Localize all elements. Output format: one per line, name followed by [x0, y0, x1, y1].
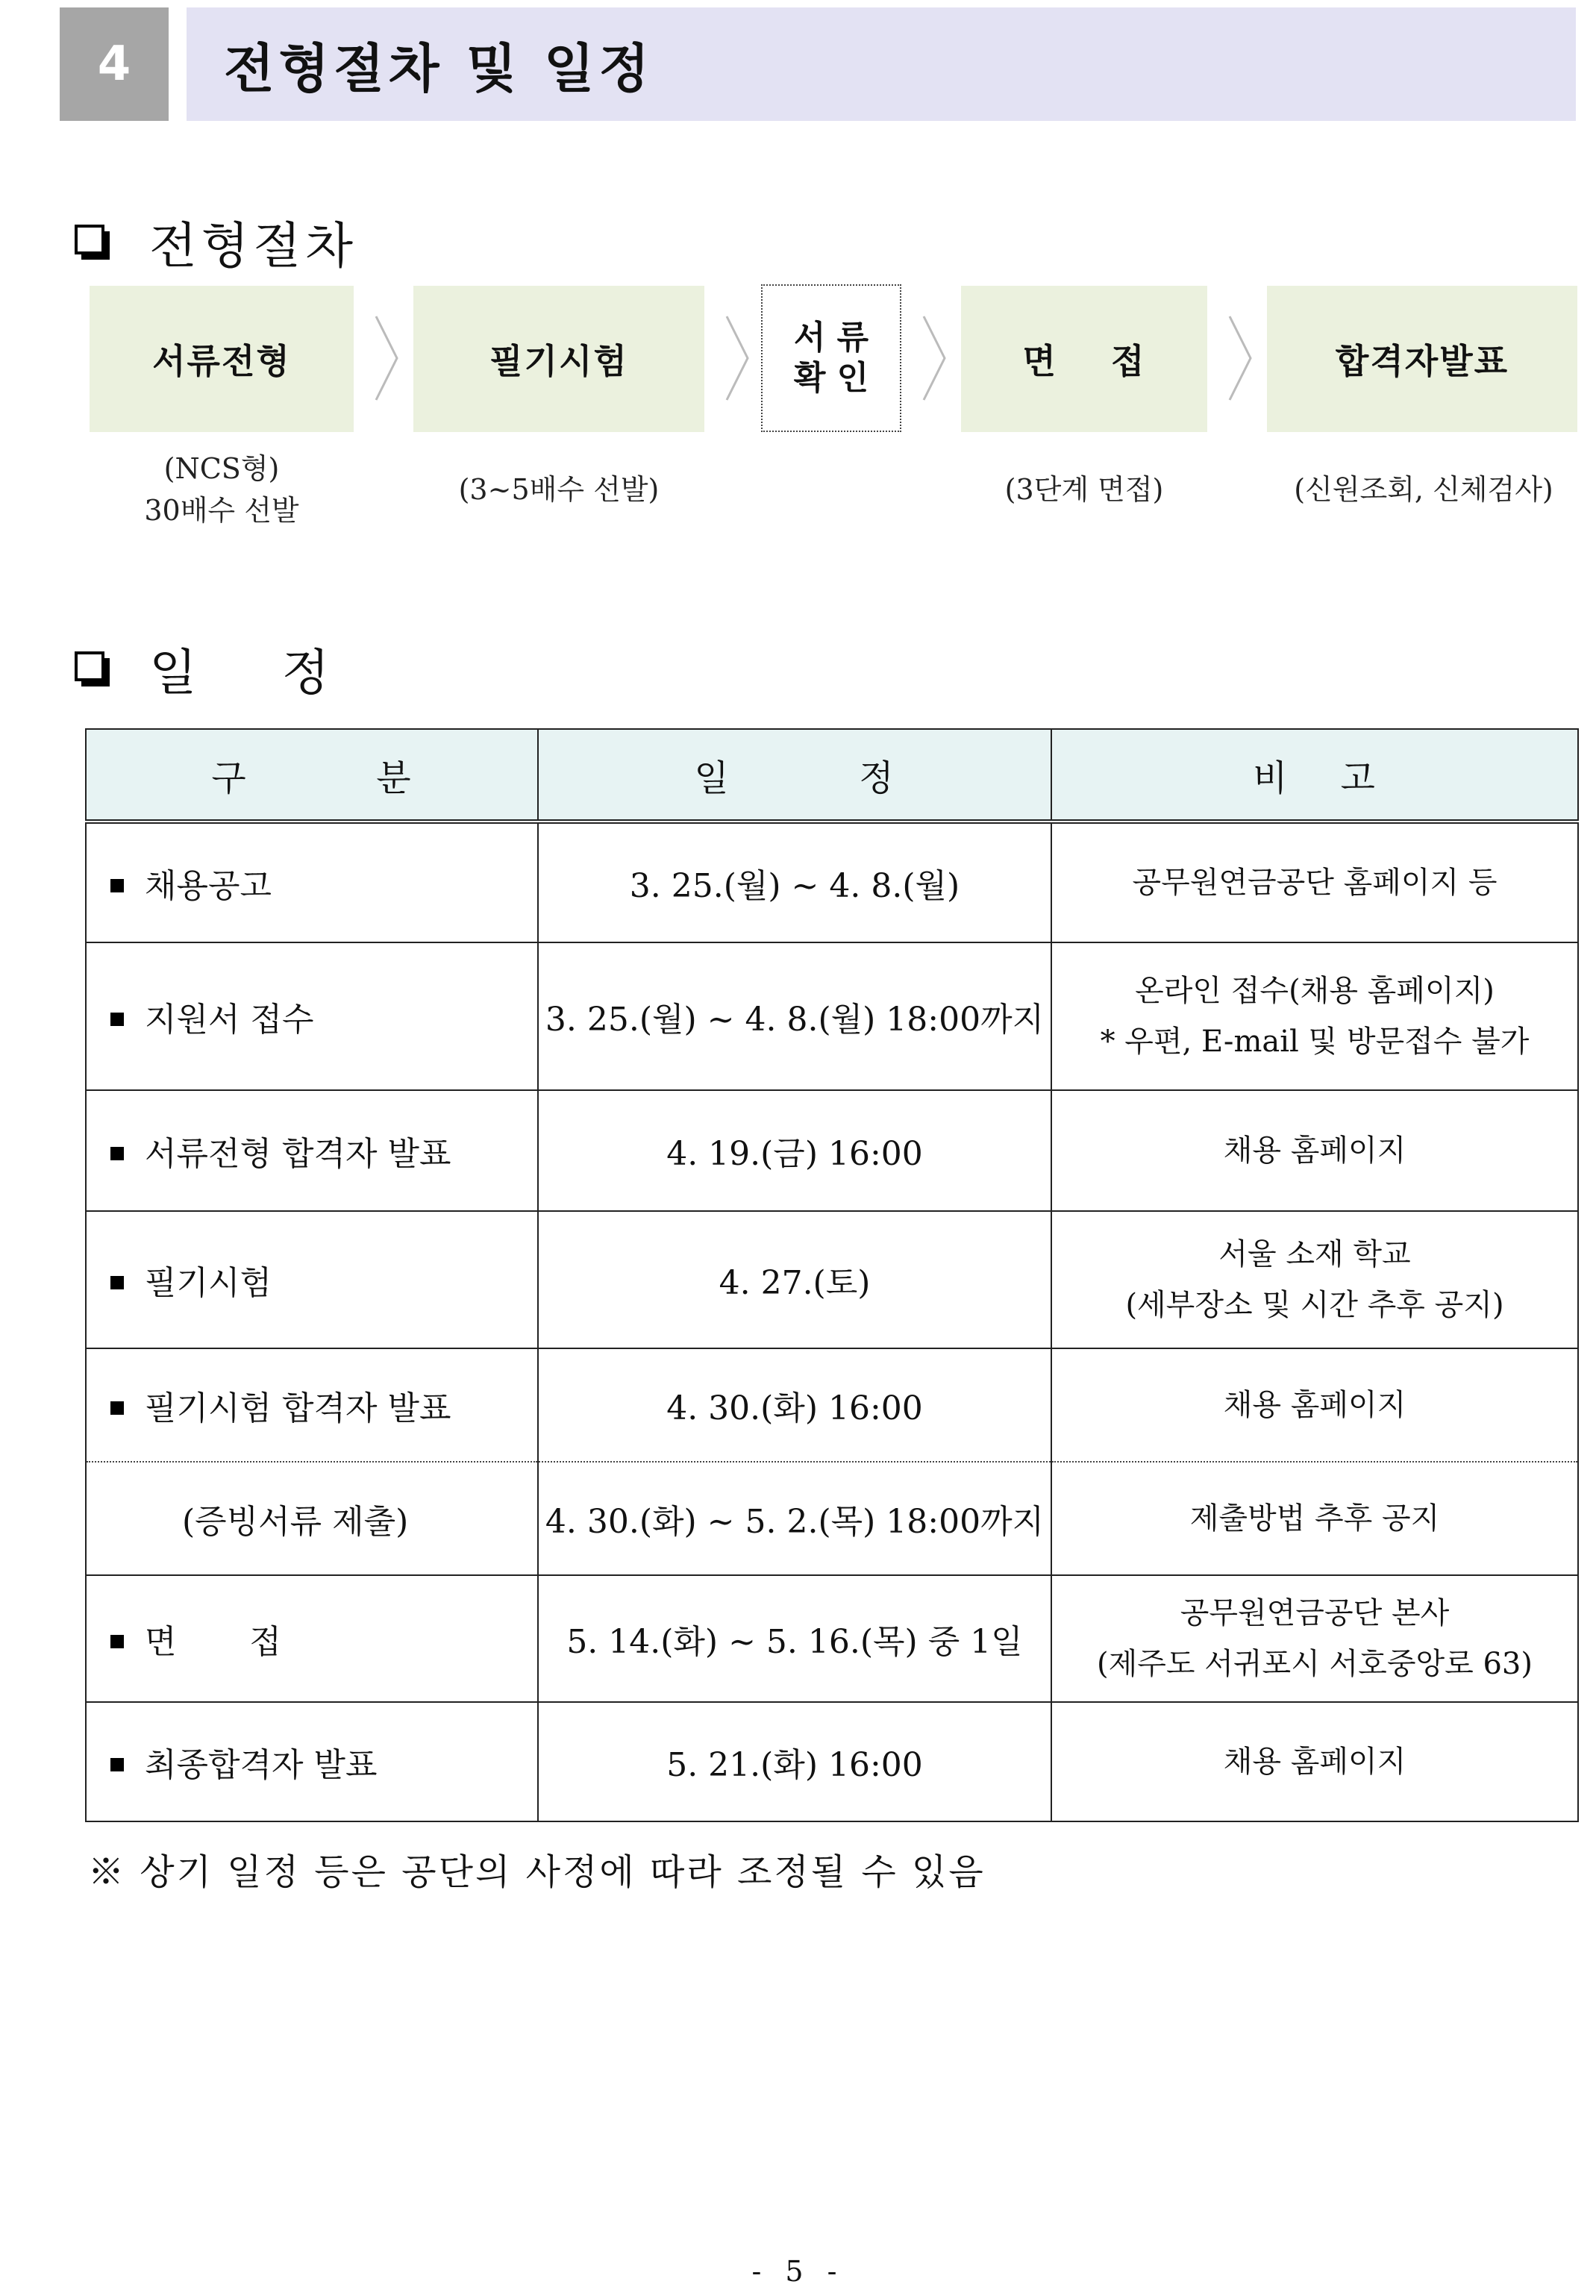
remark-line: (제주도 서귀포시 서호중앙로 63): [1097, 1647, 1533, 1681]
category-cell: [86, 1211, 538, 1348]
table-row: [86, 1462, 1578, 1575]
bullet-square-icon: [110, 1635, 124, 1648]
column-header: 비 고: [1051, 729, 1578, 822]
schedule-cell: 3. 25.(월) ~ 4. 8.(월): [538, 822, 1051, 942]
category-text: 필기시험 합격자 발표: [145, 1389, 451, 1427]
checkbox-square-icon: [75, 651, 109, 686]
section-heading-schedule: [75, 633, 334, 704]
category-text: 최종합격자 발표: [145, 1746, 378, 1784]
section-title: 전형절차: [149, 217, 358, 275]
chevron-right-icon: [1225, 313, 1255, 403]
checkbox-square-icon: [75, 225, 109, 259]
remark-cell: [1051, 822, 1578, 942]
step-document-screening: [90, 286, 354, 432]
category-cell: [86, 1348, 538, 1462]
category-text: (증빙서류 제출): [182, 1503, 409, 1541]
bullet-square-icon: [110, 1401, 124, 1415]
step-note-interview: [961, 469, 1207, 510]
footnote: ※ 상기 일정 등은 공단의 사정에 따라 조정될 수 있음: [88, 1851, 986, 1893]
step-document-verification: [761, 284, 901, 432]
category-text: 채용공고: [145, 867, 272, 905]
schedule-cell: 4. 19.(금) 16:00: [538, 1090, 1051, 1211]
step-note-line: (NCS형): [163, 452, 280, 485]
chevron-right-icon: [919, 313, 949, 403]
remark-line: 공무원연금공단 본사: [1180, 1596, 1450, 1630]
step-note-written-exam: [413, 469, 704, 510]
bullet-square-icon: [110, 879, 124, 892]
page-number: - 5 -: [751, 2255, 845, 2288]
chevron-right-icon: [372, 313, 401, 403]
category-text: 면 접: [145, 1623, 281, 1661]
section-title: 일 정: [149, 644, 334, 701]
section-header-bar: [187, 7, 1576, 121]
step-note-line: 30배수 선발: [144, 494, 299, 527]
remark-cell: [1051, 942, 1578, 1090]
remark-cell: [1051, 1462, 1578, 1575]
column-header: 일 정: [538, 729, 1051, 822]
table-row: [86, 1702, 1578, 1821]
category-cell: [86, 942, 538, 1090]
remark-line: (세부장소 및 시간 추후 공지): [1125, 1288, 1504, 1322]
chevron-right-icon: [722, 313, 752, 403]
step-label: 합격자발표: [1335, 341, 1509, 381]
schedule-cell: 5. 21.(화) 16:00: [538, 1702, 1051, 1821]
step-label-line2: 확 인: [793, 359, 869, 397]
table-row: [86, 1090, 1578, 1211]
category-cell: [86, 1702, 538, 1821]
schedule-cell: 3. 25.(월) ~ 4. 8.(월) 18:00까지: [538, 942, 1051, 1090]
remark-line: 채용 홈페이지: [1223, 1388, 1406, 1422]
category-cell: [86, 1090, 538, 1211]
category-text: 지원서 접수: [145, 1001, 314, 1039]
step-note-line: (신원조회, 신체검사): [1294, 473, 1553, 506]
step-label: 서류전형: [152, 341, 291, 381]
page-title: 전형절차 및 일정: [224, 37, 654, 99]
category-cell: [86, 1462, 538, 1575]
remark-line: 서울 소재 학교: [1218, 1237, 1411, 1271]
remark-line: 온라인 접수(채용 홈페이지): [1135, 974, 1495, 1008]
schedule-cell: 5. 14.(화) ~ 5. 16.(목) 중 1일: [538, 1575, 1051, 1702]
remark-line: * 우편, E-mail 및 방문접수 불가: [1100, 1025, 1530, 1059]
step-label: 필기시험: [489, 341, 628, 381]
step-written-exam: [413, 286, 704, 432]
schedule-table: [85, 728, 1579, 1822]
remark-cell: [1051, 1348, 1578, 1462]
step-note-line: (3단계 면접): [1004, 473, 1164, 506]
step-final-announcement: [1267, 286, 1577, 432]
category-cell: [86, 1575, 538, 1702]
step-label: 면 접: [1022, 341, 1146, 381]
remark-cell: [1051, 1575, 1578, 1702]
category-text: 서류전형 합격자 발표: [145, 1135, 451, 1173]
column-header: 구 분: [86, 729, 538, 822]
table-row: [86, 942, 1578, 1090]
remark-cell: [1051, 1211, 1578, 1348]
table-row: [86, 1575, 1578, 1702]
table-row: [86, 822, 1578, 942]
remark-line: 제출방법 추후 공지: [1189, 1501, 1440, 1536]
step-label-line1: 서 류: [793, 319, 869, 357]
category-text: 필기시험: [145, 1264, 272, 1302]
schedule-cell: 4. 30.(화) ~ 5. 2.(목) 18:00까지: [538, 1462, 1051, 1575]
bullet-square-icon: [110, 1013, 124, 1026]
table-header-row: [86, 729, 1578, 822]
step-note-final-announcement: [1267, 469, 1580, 510]
table-row: [86, 1348, 1578, 1462]
schedule-cell: 4. 27.(토): [538, 1211, 1051, 1348]
remark-cell: [1051, 1090, 1578, 1211]
remark-line: 공무원연금공단 홈페이지 등: [1132, 866, 1498, 900]
bullet-square-icon: [110, 1147, 124, 1160]
step-interview: [961, 286, 1207, 432]
remark-line: 채용 홈페이지: [1223, 1133, 1406, 1168]
section-heading-procedure: [75, 206, 357, 277]
bullet-square-icon: [110, 1276, 124, 1289]
category-cell: [86, 822, 538, 942]
table-row: [86, 1211, 1578, 1348]
remark-cell: [1051, 1702, 1578, 1821]
bullet-square-icon: [110, 1758, 124, 1771]
step-note-document-screening: [90, 448, 354, 531]
remark-line: 채용 홈페이지: [1223, 1745, 1406, 1779]
schedule-cell: 4. 30.(화) 16:00: [538, 1348, 1051, 1462]
step-note-line: (3~5배수 선발): [458, 473, 660, 506]
section-number-badge: 4: [60, 7, 169, 121]
